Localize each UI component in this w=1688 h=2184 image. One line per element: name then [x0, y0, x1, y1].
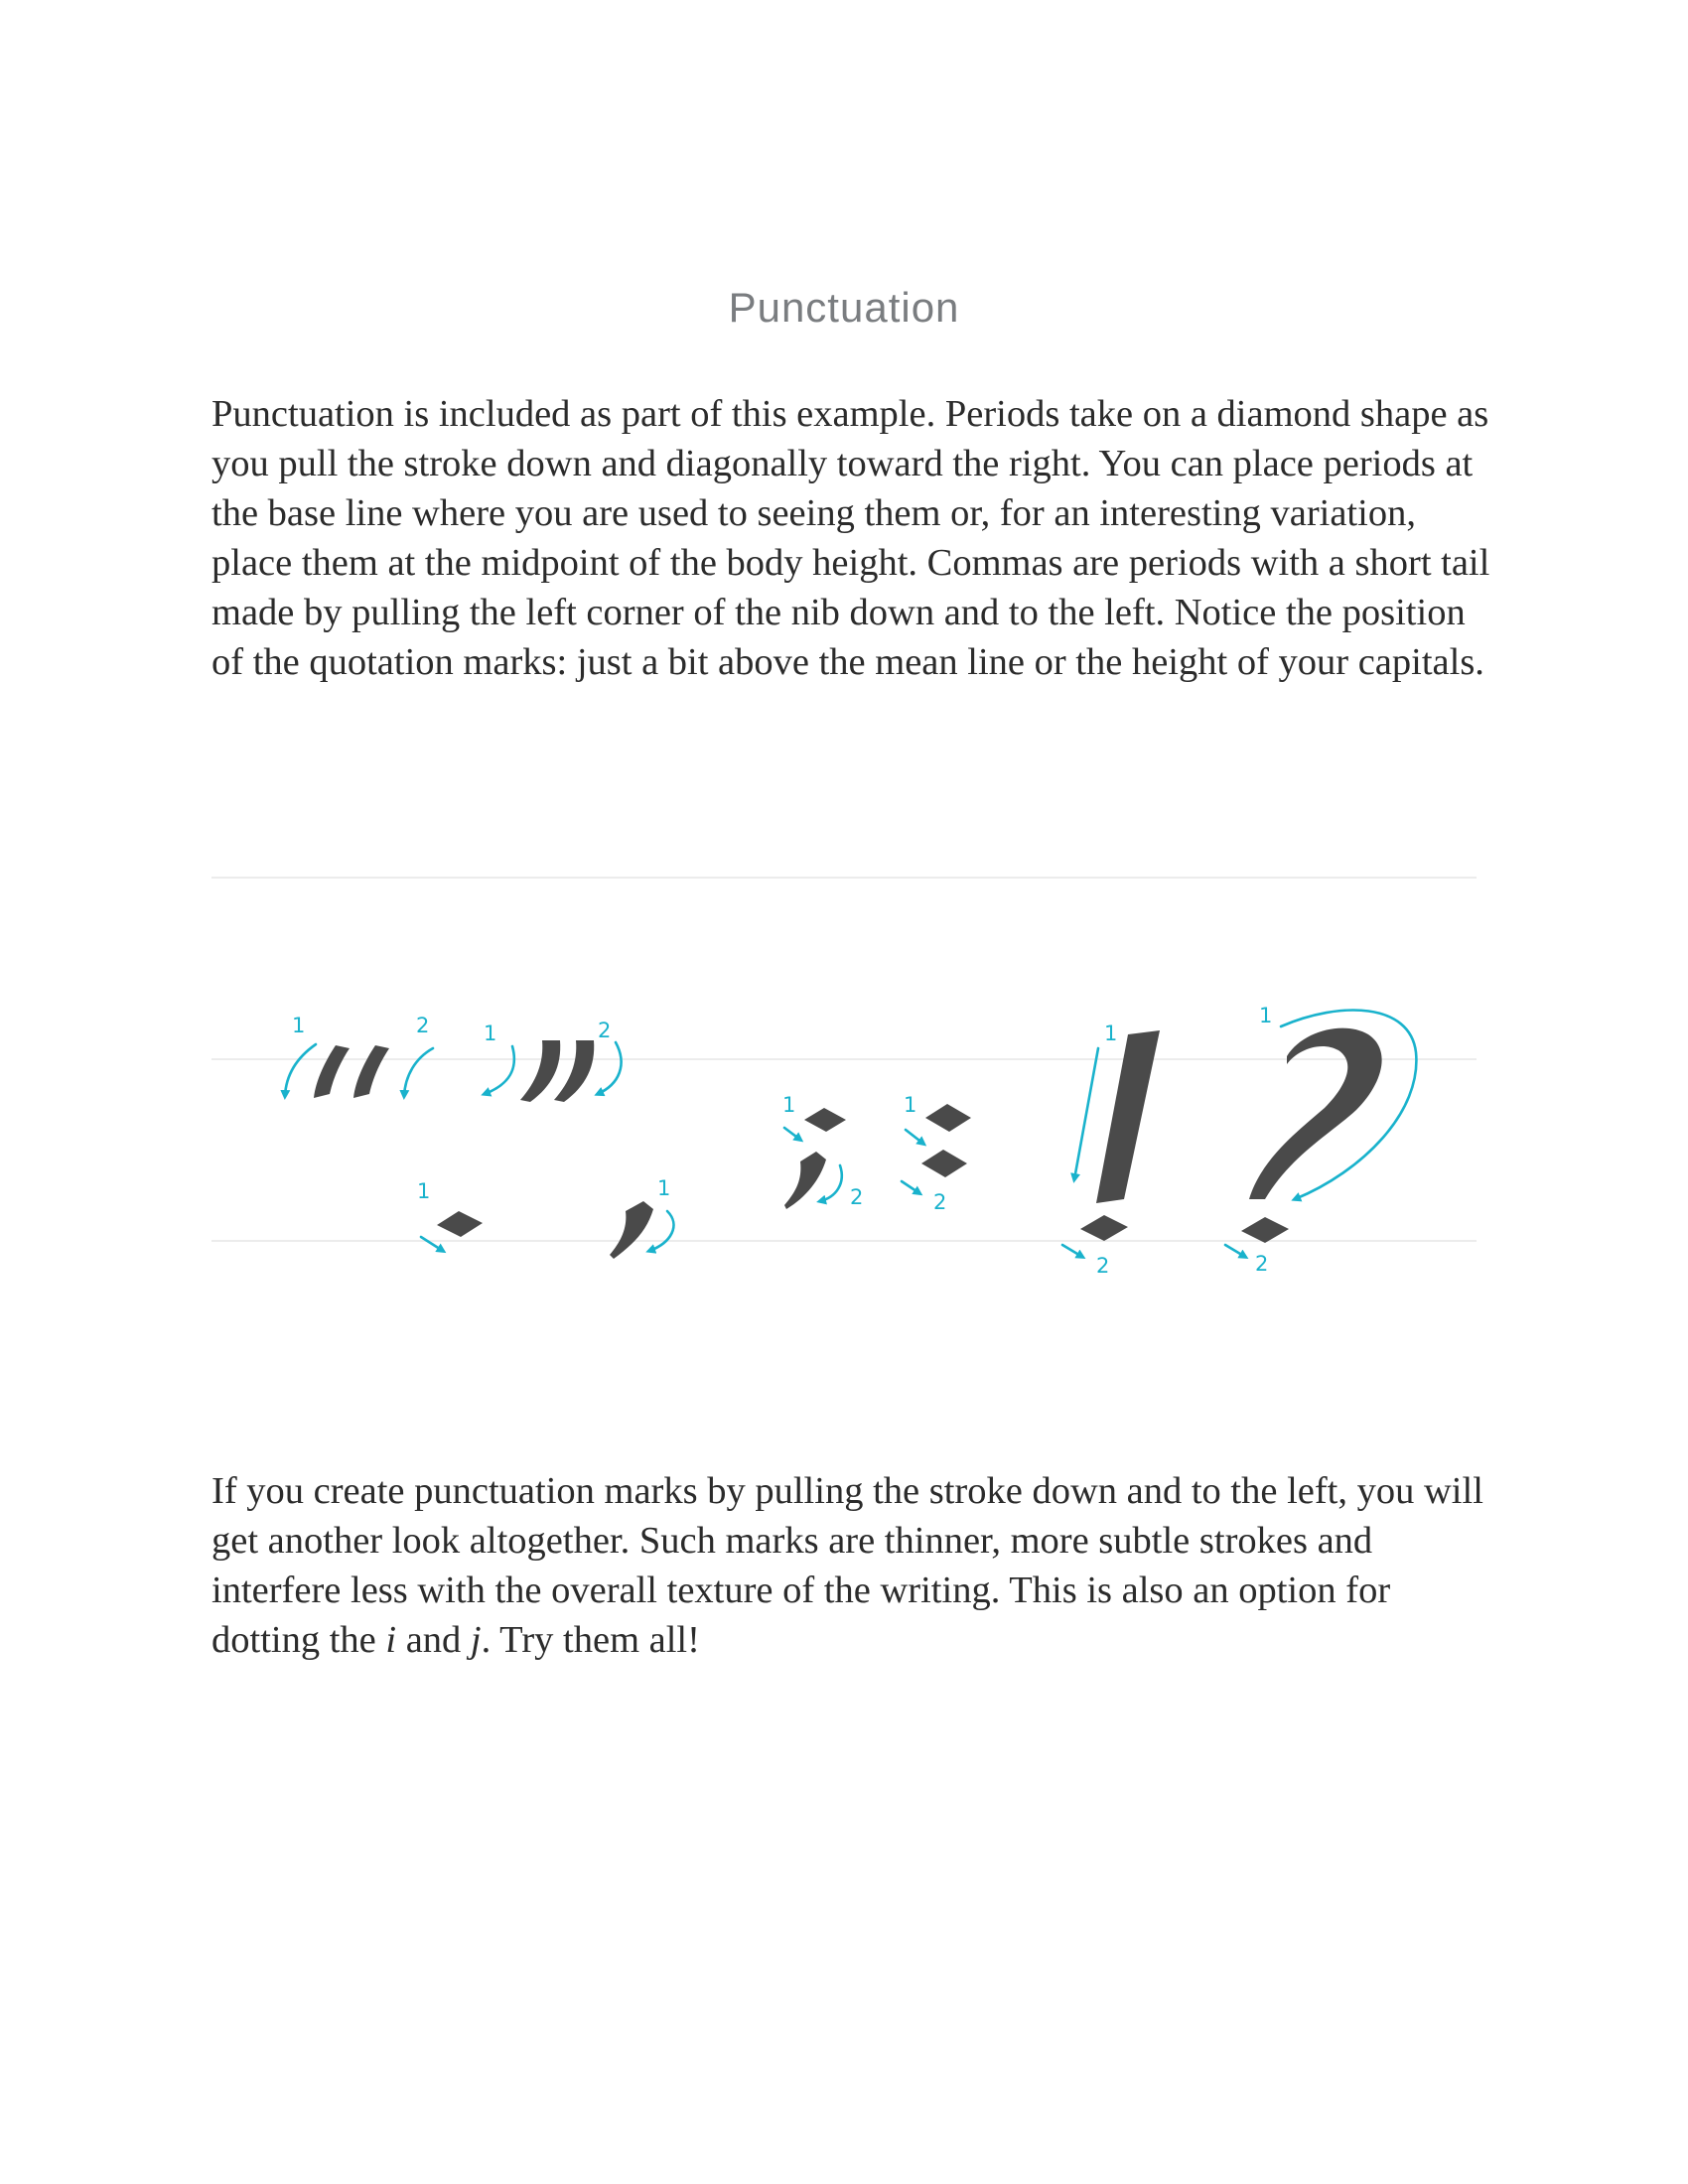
stroke-number: 1 — [417, 1179, 431, 1203]
stroke-number: 2 — [1255, 1252, 1269, 1276]
stroke-number: 1 — [292, 1014, 306, 1037]
stroke-number: 2 — [598, 1019, 612, 1042]
page-title: Punctuation — [728, 284, 960, 331]
open-quote-mark — [285, 1014, 433, 1098]
comma-mark — [610, 1176, 673, 1259]
intro-paragraph: Punctuation is included as part of this example. Periods take on a diamond shape as you pull the stroke down and diagonally toward the right. You can place periods at the base line where you are used to seeing them or, for an interesting variation, place them at the midpoint of the body height. Commas are periods with a short tail made by pulling the left corner of the nib down and to the left. Notice the position of the quotation marks: just a bit above the mean line or the height of your capitals. — [211, 393, 1490, 683]
colon-mark — [902, 1093, 971, 1214]
stroke-number: 2 — [933, 1190, 947, 1214]
question-mark — [1225, 1004, 1416, 1276]
outro-paragraph — [211, 1466, 1502, 1665]
stroke-number: 1 — [657, 1176, 671, 1200]
punctuation-stroke-diagram — [0, 864, 1688, 1300]
stroke-number: 1 — [782, 1093, 796, 1117]
outro-text-part3: . Try them all! — [481, 1619, 700, 1661]
italic-letter-i: i — [385, 1619, 397, 1661]
stroke-number: 1 — [1104, 1022, 1118, 1045]
outro-text-part2: and — [396, 1619, 471, 1661]
stroke-number: 2 — [416, 1014, 430, 1037]
stroke-number: 1 — [904, 1093, 917, 1117]
semicolon-mark — [782, 1093, 863, 1209]
stroke-number: 2 — [850, 1185, 864, 1209]
italic-letter-j: j — [470, 1619, 482, 1661]
stroke-number: 2 — [1096, 1254, 1110, 1278]
outro-text-part1: If you create punctuation marks by pulling the stroke down and to the left, you will get another look altogether. Such marks are thinner, more subtle strokes and interfere less with the overall texture of the writing. This is also an option for dotting the — [211, 1470, 1483, 1661]
stroke-number: 1 — [484, 1022, 497, 1045]
stroke-number: 1 — [1259, 1004, 1273, 1027]
